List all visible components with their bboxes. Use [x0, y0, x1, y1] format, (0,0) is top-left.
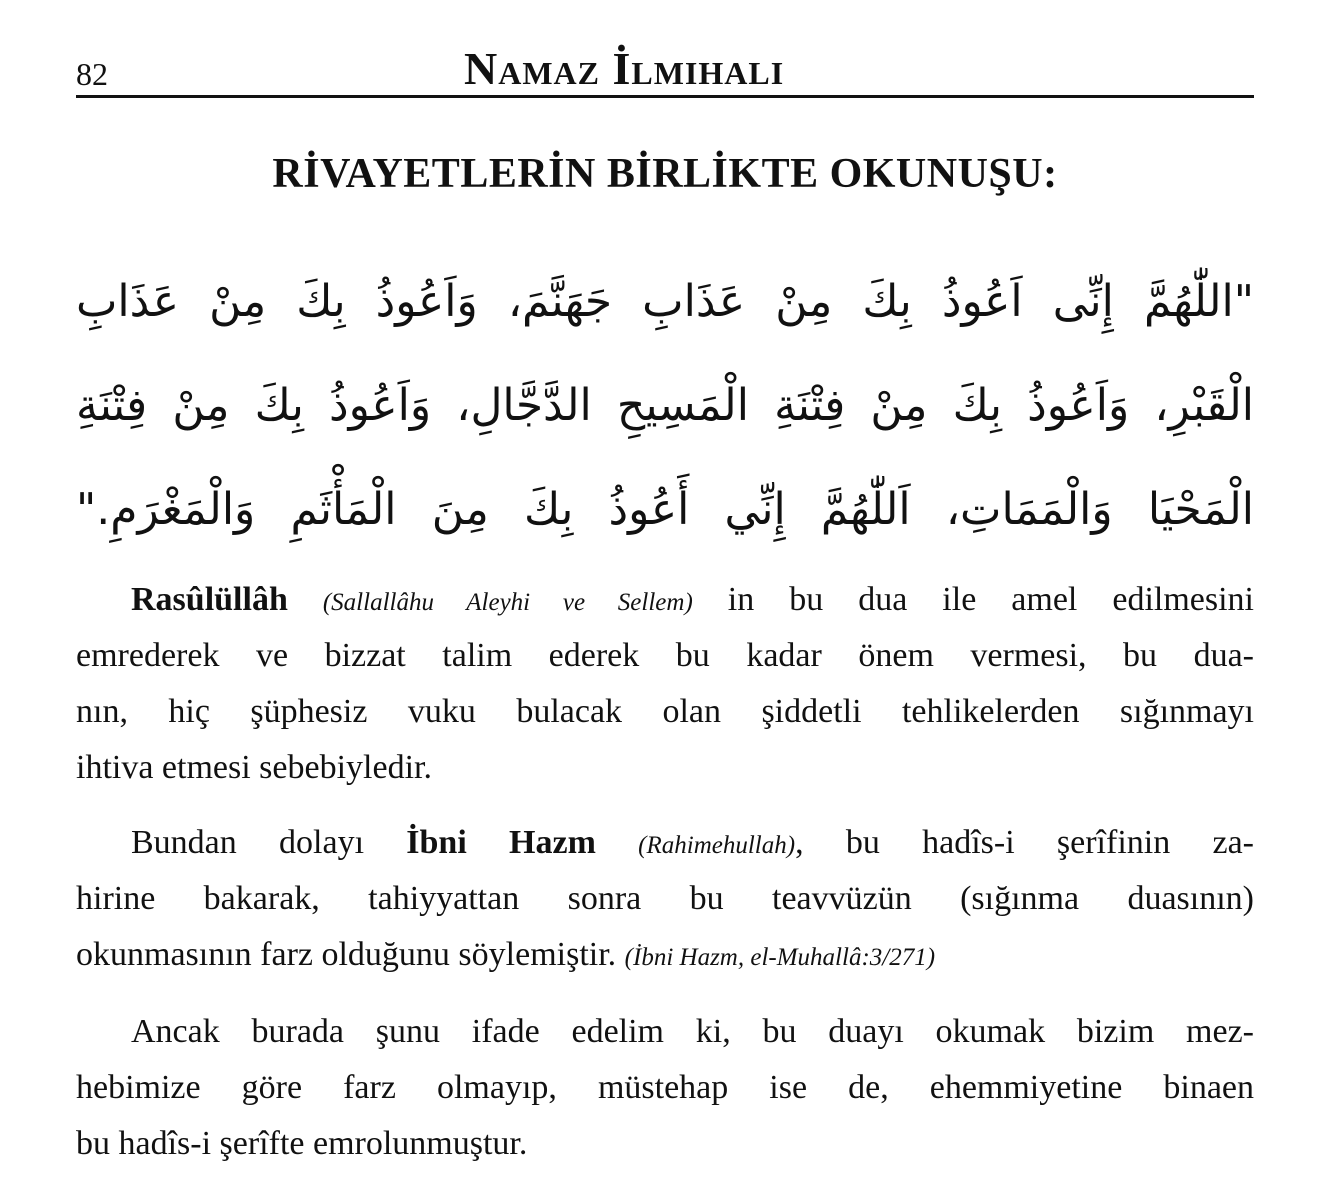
honorific-text: (Sallallâhu Aleyhi ve Sellem): [322, 589, 693, 616]
paragraph-2-line-3-text: okunmasının farz olduğunu söylemiştir.: [76, 936, 625, 973]
paragraph-2-line-3: [76, 927, 1254, 983]
arabic-dua-block: [76, 250, 1254, 562]
arabic-line-2: الْقَبْرِ، وَاَعُوذُ بِكَ مِنْ فِتْنَةِ الْمَسِيحِ الدَّجَّالِ، وَاَعُوذُ بِكَ مِنْ فِتْنَةِ: [76, 380, 1254, 431]
paragraph-1: [76, 572, 1254, 796]
arabic-line-3: الْمَحْيَا وَالْمَمَاتِ، اَللّٰهُمَّ إِنِّي أَعُوذُ بِكَ مِنَ الْمَأْثَمِ وَالْمَغْرَمِ.": [76, 484, 1254, 535]
section-heading: RİVAYETLERİN BİRLİKTE OKUNUŞU:: [272, 151, 1058, 197]
paragraph-1-line-4: ihtiva etmesi sebebiyledir.: [76, 749, 432, 786]
book-page: [76, 0, 1254, 1188]
paragraph-1-line-1-rest: in bu dua ile amel edilmesini: [692, 581, 1255, 618]
running-header: [76, 40, 1254, 96]
paragraph-1-line-2: emrederek ve bizzat talim ederek bu kadar önem vermesi, bu dua-: [76, 637, 1254, 674]
paragraph-3: [76, 1004, 1254, 1172]
arabic-line-1: "اللّٰهُمَّ إِنِّى اَعُوذُ بِكَ مِنْ عَذَابِ جَهَنَّمَ، وَاَعُوذُ بِكَ مِنْ عَذَابِ: [76, 276, 1254, 327]
paragraph-2-line-1-end: , bu hadîs-i şerîfinin za-: [795, 824, 1254, 861]
page-number: 82: [76, 56, 108, 92]
paragraph-3-line-1: Ancak burada şunu ifade edelim ki, bu duayı okumak bizim mez-: [131, 1013, 1254, 1050]
citation-text: (İbni Hazm, el-Muhallâ:3/271): [624, 944, 936, 971]
paragraph-2: [76, 815, 1254, 983]
header-rule: [76, 95, 1254, 98]
paragraph-2-line-1-start: Bundan dolayı: [131, 824, 407, 861]
paragraph-3-line-3: bu hadîs-i şerîfte emrolunmuştur.: [76, 1125, 528, 1162]
paragraph-1-line-3: nın, hiç şüphesiz vuku bulacak olan şiddetli tehlikelerden sığınmayı: [76, 693, 1254, 730]
paragraph-2-line-2: hirine bakarak, tahiyyattan sonra bu teavvüzün (sığınma duasının): [76, 880, 1254, 917]
paragraph-1-line-1: [76, 572, 1254, 628]
paragraph-2-line-1: [76, 815, 1254, 871]
scholar-name: İbni Hazm: [406, 824, 596, 861]
scholar-honorific: (Rahimehullah): [638, 832, 796, 859]
prophet-name: Rasûlüllâh: [131, 581, 288, 618]
paragraph-3-line-2: hebimize göre farz olmayıp, müstehap ise de, ehemmiyetine binaen: [76, 1069, 1254, 1106]
book-title: Namaz İlmihali: [464, 43, 785, 94]
